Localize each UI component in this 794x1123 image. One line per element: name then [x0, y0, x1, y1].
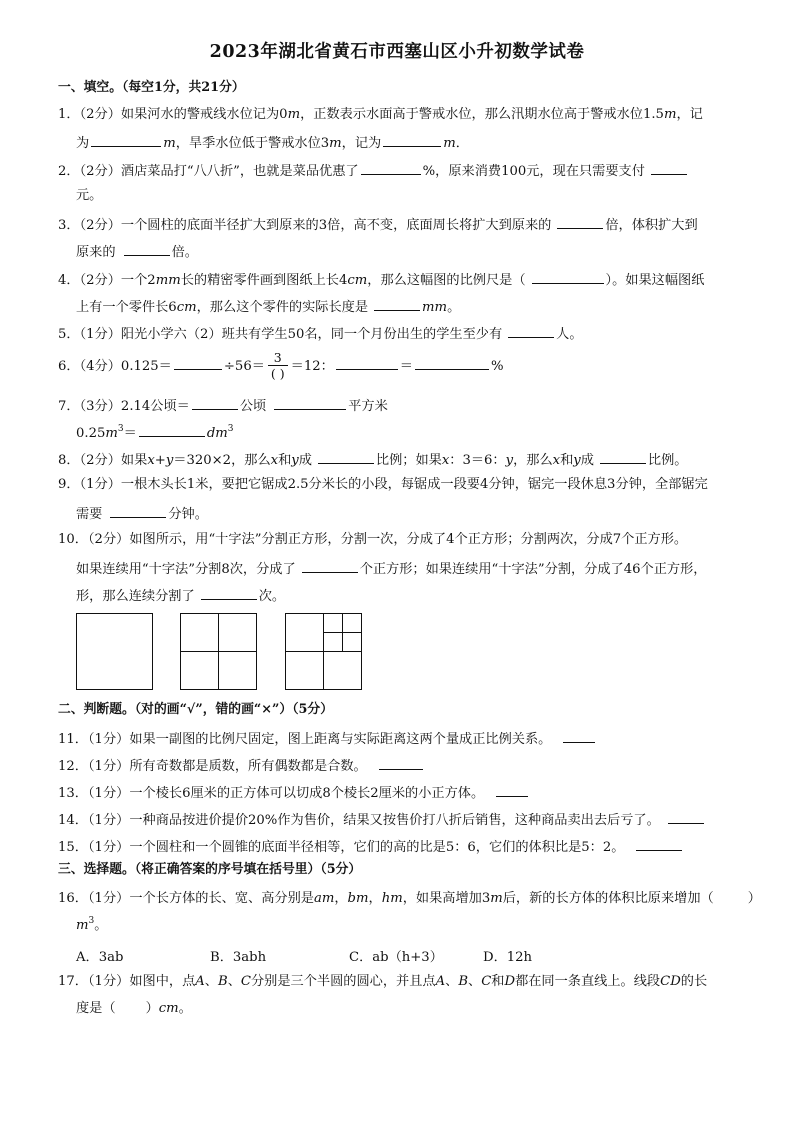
q1-unit-d: m — [163, 136, 176, 151]
q6-fraction-numerator: 3 — [268, 351, 288, 366]
q5-answer-blank[interactable] — [508, 325, 554, 338]
q17-text-d: 都在同一条直线上。线段 — [515, 974, 661, 989]
q4-text-g: 。 — [447, 300, 461, 315]
q2-text-b: %，原来消费100元，现在只需要支付 — [422, 164, 645, 179]
q3-text-b: 倍，体积扩大到 — [605, 218, 698, 233]
question-4-line-1 — [58, 271, 704, 287]
q17-text-f: 度是（ — [76, 1001, 116, 1016]
q2-text-a: 2．（2分）酒店菜品打“八八折”，也就是菜品优惠了 — [58, 164, 359, 179]
q12-answer-blank[interactable] — [379, 757, 423, 770]
q7-unit-d: m — [105, 426, 118, 441]
q17-point-c: C — [240, 974, 251, 989]
question-1-line-2 — [76, 134, 469, 150]
q1-unit-e: m — [329, 136, 342, 151]
q10-answer-blank-2[interactable] — [201, 587, 257, 600]
q1-unit-a: m — [287, 107, 301, 122]
q16-var-h: h — [381, 891, 391, 906]
question-7-line-1 — [58, 397, 388, 413]
q17-sep-1: 、 — [204, 974, 218, 989]
q1-unit-b: m — [663, 107, 677, 122]
q17-point-a: A — [195, 974, 205, 989]
q17-point-c-2: C — [481, 974, 492, 989]
q6-text-c: ＝12： — [290, 359, 334, 375]
q7-answer-blank-1[interactable] — [192, 397, 238, 410]
q17-text-c: 和 — [491, 974, 505, 989]
q7-answer-blank-2[interactable] — [274, 397, 346, 410]
q9-text-c: 分钟。 — [168, 507, 208, 522]
q16-text-i: ） — [747, 891, 761, 906]
q5-text-b: 人。 — [556, 327, 583, 342]
q1-text-f: ，记为 — [341, 136, 382, 151]
q8-answer-blank-2[interactable] — [600, 451, 646, 464]
q13-text: 13．（1分）一个棱长6厘米的正方体可以切成8个棱长2厘米的小正方体。 — [58, 786, 485, 801]
square-2-vertical-line — [218, 613, 219, 690]
q8-var-x-4: x — [552, 453, 561, 468]
q9-text-b: 需要 — [76, 507, 103, 522]
q4-unit-a: mm — [155, 273, 181, 288]
q1-text-g: ． — [455, 136, 469, 151]
q8-text-i: 成 — [580, 453, 594, 468]
q8-var-y-4: y — [573, 453, 581, 468]
question-17-line-1 — [58, 975, 707, 988]
q11-text: 11．（1分）如果一副图的比例尺固定，图上距离与实际距离这两个量成正比例关系。 — [58, 732, 552, 747]
q3-text-a: 3．（2分）一个圆柱的底面半径扩大到原来的3倍，高不变，底面周长将扩大到原来的 — [58, 218, 552, 233]
q17-point-b-2: B — [458, 974, 469, 989]
question-4-line-2 — [76, 298, 460, 314]
question-15 — [58, 838, 684, 854]
question-17-line-2 — [76, 1002, 192, 1015]
q16-option-b[interactable]: B．3abh — [210, 950, 267, 965]
q7-text-e: ＝ — [123, 426, 137, 441]
q16-unit-a: m — [321, 891, 335, 906]
q8-text-c: 和 — [278, 453, 292, 468]
q6-answer-blank-1[interactable] — [174, 357, 222, 370]
page-title: 2023年湖北省黄石市西塞山区小升初数学试卷 — [209, 42, 585, 62]
square-undivided — [76, 613, 153, 690]
section-heading-fill-blank: 一、填空。（每空1分，共21分） — [58, 80, 245, 95]
q17-point-d: D — [504, 974, 516, 989]
question-3-line-1 — [58, 216, 698, 232]
section-heading-multiple-choice: 三、选择题。（将正确答案的序号填在括号里）（5分） — [58, 862, 362, 877]
q16-text-a: 16．（1分）一个长方体的长、宽、高分别是 — [58, 891, 314, 906]
q9-answer-blank[interactable] — [110, 505, 166, 518]
q17-point-a-2: A — [435, 974, 446, 989]
q15-text: 15．（1分）一个圆柱和一个圆锥的底面半径相等，它们的高的比是5：6，它们的体积比是5：2。 — [58, 840, 625, 855]
q12-text: 12．（1分）所有奇数都是质数，所有偶数都是合数。 — [58, 759, 367, 774]
q17-point-b: B — [217, 974, 228, 989]
q6-fraction-denominator: ( ) — [270, 366, 285, 382]
q1-answer-blank-1[interactable] — [91, 134, 161, 147]
q16-exponent: 3 — [88, 916, 95, 926]
question-16-line-1 — [58, 892, 761, 905]
q16-option-a[interactable]: A．3ab — [76, 950, 124, 965]
question-14 — [58, 811, 706, 827]
q1-text-c: ，记 — [676, 107, 703, 122]
square-3-sub-vertical-line — [342, 613, 343, 651]
q1-text-b: ，正数表示水面高于警戒水位，那么汛期水位高于警戒水位1.5 — [300, 107, 664, 122]
q6-answer-blank-3[interactable] — [415, 357, 489, 370]
q3-answer-blank-1[interactable] — [557, 216, 603, 229]
q6-text-e: % — [490, 359, 504, 375]
q16-var-b: b — [347, 891, 356, 906]
q10-text-e: 次。 — [258, 589, 286, 604]
q8-text-e: 比例；如果 — [375, 453, 442, 468]
q7-text-c: 平方米 — [348, 399, 388, 414]
q15-answer-blank[interactable] — [636, 838, 682, 851]
question-5 — [58, 325, 583, 341]
q7-text-a: 7．（3分）2.14公顷＝ — [58, 399, 190, 414]
question-10-line-3 — [76, 587, 285, 603]
question-10-line-1: 10．（2分）如图所示，用“十字法”分割正方形，分割一次，分成了4个正方形；分割两次，分成7个正方形。 — [58, 532, 688, 547]
q8-var-x-3: x — [441, 453, 450, 468]
q17-text-a: 17．（1分）如图中，点 — [58, 974, 196, 989]
q17-unit-cm: cm — [158, 1001, 179, 1016]
question-9-line-2 — [76, 505, 208, 521]
q1-answer-blank-2[interactable] — [383, 134, 441, 147]
question-13 — [58, 784, 530, 800]
q6-text-b: ÷56＝ — [223, 359, 265, 375]
q16-var-a: a — [313, 891, 322, 906]
section-heading-true-false: 二、判断题。（对的画“√”，错的画“×”）（5分） — [58, 702, 334, 717]
q17-text-h: 。 — [178, 1001, 192, 1016]
q16-unit-b: m — [355, 891, 369, 906]
q4-unit-e: cm — [176, 300, 197, 315]
question-9-line-1: 9．（1分）一根木头长1米，要把它锯成2.5分米长的小段，每锯成一段要4分钟，锯完一段休息3分钟，全部锯完 — [58, 477, 708, 492]
q7-answer-blank-3[interactable] — [139, 424, 205, 437]
q8-var-y: y — [165, 453, 174, 468]
question-8 — [58, 451, 687, 467]
q4-unit-b: cm — [347, 273, 368, 288]
q14-answer-blank[interactable] — [668, 811, 704, 824]
q3-text-c: 原来的 — [76, 245, 116, 260]
q17-sep-4: 、 — [468, 974, 482, 989]
q7-unit-f: dm — [206, 426, 228, 441]
q16-sep-2: ， — [368, 891, 382, 906]
q8-text-a: 8．（2分）如果 — [58, 453, 148, 468]
q8-text-b: ＝320×2，那么 — [173, 453, 271, 468]
q4-text-e: 上有一个零件长6 — [76, 300, 177, 315]
question-11 — [58, 730, 597, 746]
q8-text-f: ：3＝6： — [449, 453, 506, 468]
q1-text-a: 1．（2分）如果河水的警戒线水位记为0 — [58, 107, 288, 122]
q6-text-a: 6．（4分）0.125＝ — [58, 359, 172, 375]
question-3-line-2 — [76, 243, 198, 259]
question-2-line-1 — [58, 162, 689, 178]
q8-plus: + — [154, 453, 166, 468]
q8-answer-blank-1[interactable] — [318, 451, 374, 464]
q7-exponent-d: 3 — [117, 424, 124, 434]
q6-fraction — [268, 351, 288, 380]
q1-text-e: ，旱季水位低于警戒水位3 — [175, 136, 330, 151]
q1-text-d: 为 — [76, 136, 90, 151]
q4-text-c: ，那么这幅图的比例尺是（ — [367, 273, 526, 288]
q1-unit-f: m — [443, 136, 456, 151]
q8-var-y-3: y — [505, 453, 514, 468]
q4-text-f: ，那么这个零件的实际长度是 — [196, 300, 369, 315]
q10-text-b: 如果连续用“十字法”分割8次，分成了 — [76, 562, 296, 577]
q17-text-g: ） — [145, 1001, 159, 1016]
q4-answer-blank-2[interactable] — [374, 298, 420, 311]
q14-text: 14．（1分）一种商品按进价提价20%作为售价，结果又按售价打八折后销售，这种商品卖出去后亏了。 — [58, 813, 660, 828]
q6-text-d: ＝ — [399, 359, 413, 375]
q6-answer-blank-2[interactable] — [336, 357, 398, 370]
q17-sep-2: 、 — [227, 974, 241, 989]
q16-option-c[interactable]: C．ab（h+3） — [349, 950, 443, 965]
q17-text-e: 的长 — [680, 974, 708, 989]
q16-text-h: 后，新的长方体的体积比原来增加（ — [502, 891, 714, 906]
q8-text-h: 和 — [560, 453, 574, 468]
q11-answer-blank[interactable] — [563, 730, 595, 743]
q8-text-j: 比例。 — [647, 453, 688, 468]
q16-unit-g: m — [490, 891, 503, 906]
q10-text-d: 形，那么连续分割了 — [76, 589, 195, 604]
q8-var-x: x — [147, 453, 155, 468]
q17-sep-3: 、 — [445, 974, 459, 989]
q4-unit-f: mm — [422, 300, 448, 315]
q7-exponent-f: 3 — [227, 424, 234, 434]
q2-answer-blank-2[interactable] — [651, 162, 687, 175]
q16-option-d[interactable]: D．12h — [483, 950, 533, 965]
q13-answer-blank[interactable] — [496, 784, 528, 797]
q4-text-a: 4．（2分）一个2 — [58, 273, 156, 288]
question-10-line-2 — [76, 560, 706, 576]
question-6 — [58, 352, 504, 381]
question-12 — [58, 757, 425, 773]
question-7-line-2 — [76, 424, 234, 440]
q16-sep-1: ， — [334, 891, 348, 906]
q8-var-y-2: y — [291, 453, 299, 468]
q16-text-g: ，如果高增加3 — [402, 891, 491, 906]
q16-text-k: 。 — [94, 918, 108, 933]
question-2-line-2: 元。 — [76, 188, 103, 203]
q16-unit-j: m — [76, 918, 89, 933]
q4-answer-blank-1[interactable] — [532, 271, 604, 284]
square-3-vertical-line — [323, 613, 324, 690]
q10-answer-blank-1[interactable] — [302, 560, 358, 573]
q8-var-x-2: x — [270, 453, 279, 468]
q17-text-b: 分别是三个半圆的圆心，并且点 — [250, 974, 436, 989]
q7-text-d: 0.25 — [76, 426, 106, 441]
q5-text-a: 5．（1分）阳光小学六（2）班共有学生50名，同一个月份出生的学生至少有 — [58, 327, 503, 342]
q7-text-b: 公顷 — [239, 399, 267, 414]
q16-unit-h: m — [390, 891, 403, 906]
question-16-line-2 — [76, 916, 108, 933]
q10-text-c: 个正方形；如果连续用“十字法”分割，分成了46个正方形， — [359, 562, 707, 577]
q2-answer-blank-1[interactable] — [361, 162, 421, 175]
q3-text-d: 倍。 — [171, 245, 198, 260]
q4-text-d: ）。如果这幅图纸 — [605, 273, 705, 288]
q4-text-b: 长的精密零件画到图纸上长4 — [180, 273, 348, 288]
q8-text-d: 成 — [298, 453, 312, 468]
question-1-line-1 — [58, 108, 703, 121]
q3-answer-blank-2[interactable] — [124, 243, 170, 256]
q17-segment-cd: CD — [660, 974, 681, 989]
q8-text-g: ，那么 — [513, 453, 553, 468]
